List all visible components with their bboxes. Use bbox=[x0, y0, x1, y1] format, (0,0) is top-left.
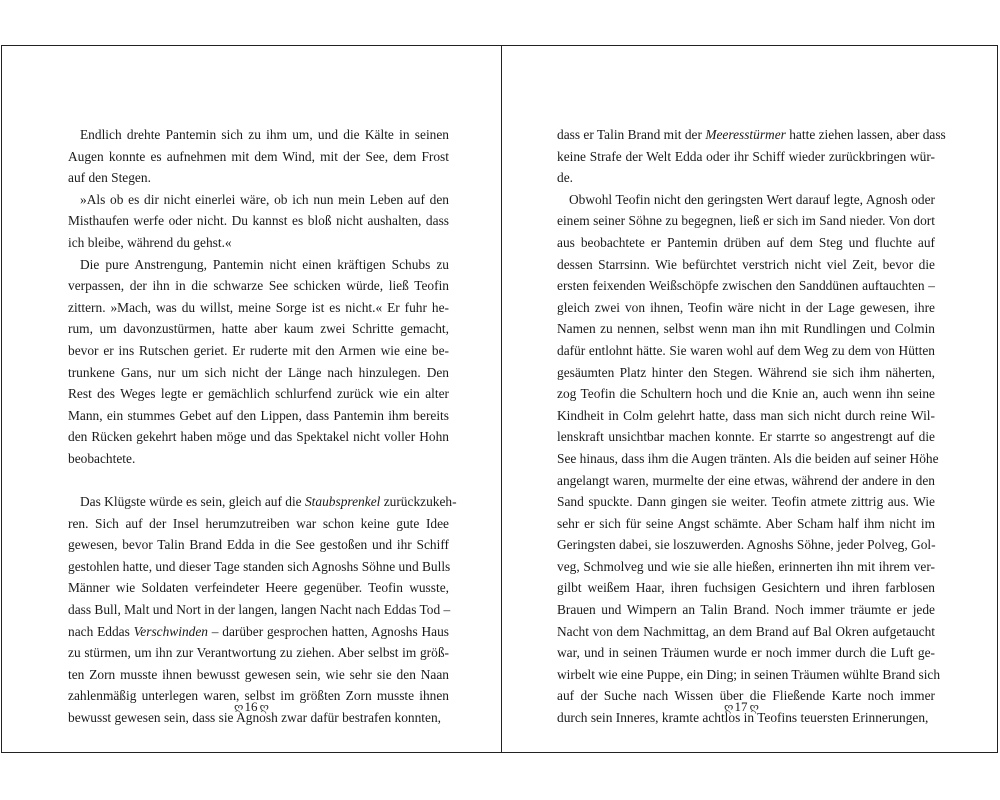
text-line: keine Strafe der Welt Edda oder ihr Schiff wieder zurückbringen wür- bbox=[557, 148, 935, 164]
paragraph bbox=[68, 254, 449, 470]
text-line: auf der Suche nach Wissen über die Fließende Karte noch immer bbox=[557, 688, 935, 704]
folio-ornament-left-icon: ღ bbox=[724, 701, 733, 714]
text-line: verpassen, der ihn in die schwarze See schicken würde, ließ Teofin bbox=[68, 278, 449, 294]
folio-ornament-right-icon: ღ bbox=[259, 701, 268, 714]
text-line: aus beobachtete er Pantemin drüben auf dem Steg und fluchte auf bbox=[557, 234, 935, 250]
text-line: durch sein Inneres, kramte achtlos in Teofins teuersten Erinnerungen, bbox=[557, 710, 929, 726]
paragraph bbox=[68, 491, 457, 729]
text-line: sehr er sich für seine Angst schämte. Aber Scham half ihm nicht im bbox=[557, 515, 935, 531]
text-line: de. bbox=[557, 170, 573, 186]
text-line: ersten feixenden Weißschöpfe zwischen den Sanddünen auftauchten – bbox=[557, 278, 935, 294]
text-line: Kindheit in Colm gelehrt hatte, dass man sich nicht durch reine Wil- bbox=[557, 407, 935, 423]
text-line: bevor er ins Rutschen geriet. Er ruderte mit den Armen wie eine be- bbox=[68, 342, 449, 358]
text-line: Rest des Weges legte er gemächlich schlurfend zurück wie ein alter bbox=[68, 386, 449, 402]
text-line: dessen Starrsinn. Wie befürchtet verstrich nicht viel Zeit, bevor die bbox=[557, 256, 935, 272]
text-line: gesäumten Platz hinter den Stegen. Während sie sich ihm näherten, bbox=[557, 364, 935, 380]
book-spread bbox=[1, 45, 998, 753]
folio-ornament-left-icon: ღ bbox=[234, 701, 243, 714]
text-line: nach Eddas Verschwinden – darüber gesprochen hatten, Agnoshs Haus bbox=[68, 623, 450, 639]
text-line: dass Bull, Malt und Nort in der langen, langen Nacht nach Eddas Tod – bbox=[68, 602, 451, 618]
text-line: ich bleibe, während du gehst.« bbox=[68, 234, 232, 250]
text-line: Brauen und Wimpern an Talin Brand. Noch immer träumte er jede bbox=[557, 602, 935, 618]
text-line: Mann, ein stummes Gebet auf den Lippen, dass Pantemin ihm bereits bbox=[68, 407, 449, 423]
paragraph bbox=[557, 124, 946, 189]
text-line: zahlenmäßig unterlegen waren, selbst im größten Zorn musste ihnen bbox=[68, 688, 449, 704]
text-line: ten Zorn musste ihnen bewusst gewesen sein, wie sehr sie den Naan bbox=[68, 666, 449, 682]
text-line: Namen zu nennen, selbst wenn man ihn mit Rundlingen und Colmin bbox=[557, 321, 935, 337]
text-line: gilbt weißem Haar, ihren fuchsigen Gesichtern und ihren farblosen bbox=[557, 580, 935, 596]
text-line: gleich zwei von ihnen, Teofin wäre nicht in der Lage gewesen, ihre bbox=[557, 299, 935, 315]
text-line: war, und in seinen Träumen wurde er noch immer durch die Luft ge- bbox=[557, 645, 935, 661]
paragraph bbox=[557, 189, 941, 729]
text-line: dafür entlohnt hätte. Sie waren wohl auf dem Weg zu dem von Hütten bbox=[557, 342, 935, 358]
text-line: auf den Stegen. bbox=[68, 170, 151, 186]
text-line: dass er Talin Brand mit der Meeresstürmer hatte ziehen lassen, aber dass bbox=[557, 127, 946, 142]
page-number: 16 bbox=[244, 699, 258, 714]
text-line: beobachtete. bbox=[68, 450, 136, 466]
text-line: gestohlen hatte, und dieser Tage standen sich Agnoshs Söhne und Bulls bbox=[68, 558, 451, 574]
left-page-number bbox=[234, 699, 268, 715]
text-line: wirbelt wie eine Puppe, ein Ding; in seinen Träumen wühlte Brand sich bbox=[557, 666, 941, 682]
left-page bbox=[2, 46, 501, 752]
text-line: zog Teofin die Schultern hoch und die Knie an, auch wenn ihn seine bbox=[557, 386, 935, 402]
text-line: rum, um davonzustürmen, hatte aber kaum zwei Schritte gemacht, bbox=[68, 321, 449, 337]
text-line: Misthaufen werfe oder nicht. Du kannst es bloß nicht aushalten, dass bbox=[68, 213, 449, 229]
text-line: Das Klügste würde es sein, gleich auf die Staubsprenkel zurückzukeh- bbox=[80, 494, 457, 510]
text-line: Obwohl Teofin nicht den geringsten Wert darauf legte, Agnosh oder bbox=[569, 191, 935, 207]
text-line: den Rücken gekehrt haben möge und das Spektakel nicht voller Hohn bbox=[68, 429, 449, 445]
text-line: ren. Sich auf der Insel herumzutreiben war schon keine gute Idee bbox=[68, 515, 449, 531]
right-page-text bbox=[557, 124, 946, 729]
text-line: Die pure Anstrengung, Pantemin nicht einen kräftigen Schubs zu bbox=[80, 256, 449, 272]
paragraph bbox=[68, 124, 449, 189]
text-line: angelangt waren, murmelte der eine etwas, während der andere in den bbox=[557, 472, 935, 488]
text-line: bewusst gewesen sein, dass sie Agnosh zwar dafür bestrafen konnten, bbox=[68, 710, 441, 726]
text-line: veg, Schmolveg und wie sie alle hießen, erinnerten ihn mit ihrem ver- bbox=[557, 558, 935, 574]
text-line: »Als ob es dir nicht einerlei wäre, ob ich nun mein Leben auf den bbox=[80, 191, 449, 207]
text-line: zittern. »Mach, was du willst, meine Sorge ist es nicht.« Er fuhr he- bbox=[68, 299, 449, 315]
text-line: Geringsten dabei, sie loszuwerden. Agnoshs Söhne, jeder Polveg, Gol- bbox=[557, 537, 936, 553]
left-page-text bbox=[68, 124, 457, 729]
text-line: zu stürmen, um ihn zur Verantwortung zu ziehen. Aber selbst im größ- bbox=[68, 645, 449, 661]
text-line: lenskraft unsichtbar machen konnte. Er starrte so angestrengt auf die bbox=[557, 429, 935, 445]
text-line: Endlich drehte Pantemin sich zu ihm um, und die Kälte in seinen bbox=[80, 127, 449, 142]
page-number: 17 bbox=[734, 699, 748, 714]
text-line: See hinaus, dass ihm die Augen tränten. Als die beiden auf seiner Höhe bbox=[557, 450, 939, 466]
text-line: Augen konnte es aufnehmen mit dem Wind, mit der See, dem Frost bbox=[68, 148, 449, 164]
text-line: gewesen, bevor Talin Brand Edda in die See gestoßen und ihr Schiff bbox=[68, 537, 449, 553]
text-line: Nacht von dem Nachmittag, an dem Brand auf Bal Okren aufgetaucht bbox=[557, 623, 935, 639]
paragraph bbox=[68, 189, 449, 254]
text-line: einem seiner Söhne zu begegnen, ließ er sich im Sand nieder. Von dort bbox=[557, 213, 935, 229]
right-page-number bbox=[724, 699, 758, 715]
folio-ornament-right-icon: ღ bbox=[749, 701, 758, 714]
text-line: Sand spuckte. Dann gingen sie weiter. Teofin atmete zittrig aus. Wie bbox=[557, 494, 935, 510]
right-page bbox=[502, 46, 999, 752]
text-line: trunkene Gans, nur um sich nicht der Länge nach hinzulegen. Den bbox=[68, 364, 449, 380]
text-line: Männer wie Soldaten verfeindeter Heere gegenüber. Teofin wusste, bbox=[68, 580, 449, 596]
